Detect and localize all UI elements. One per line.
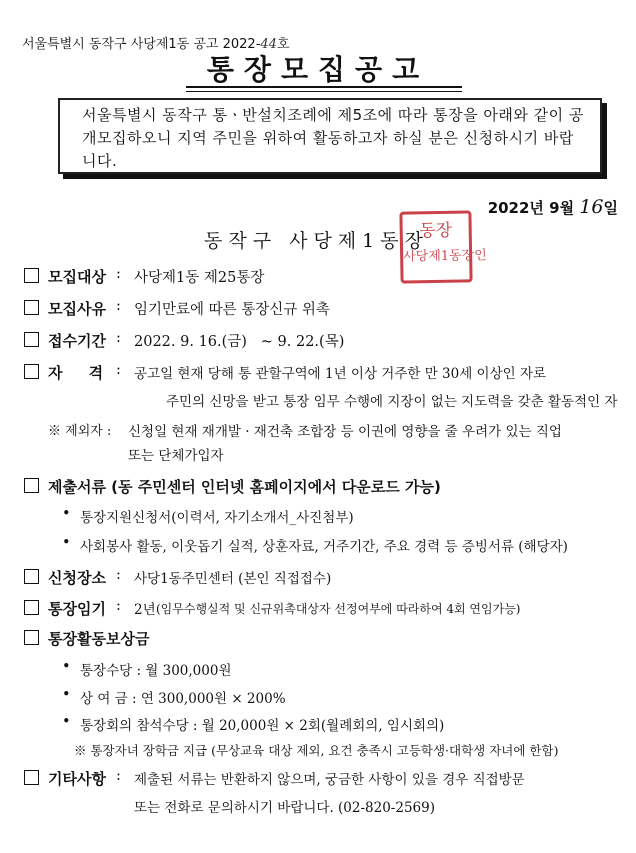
intro-box xyxy=(58,98,602,174)
qualification-sep: : xyxy=(116,362,121,378)
seal-text-bottom: 사당제1동장인 xyxy=(403,248,487,265)
notice-number-prefix: 서울특별시 동작구 사당제1동 공고 2022- xyxy=(22,37,261,52)
compensation-item-3: 통장회의 참석수당 : 월 20,000원 × 2회(월례회의, 임시회의) xyxy=(80,718,445,734)
misc-sep: : xyxy=(116,768,121,784)
issuer-name: 동작구 사당제1동장 xyxy=(204,230,429,252)
reason-value: 임기만료에 따른 통장신규 위촉 xyxy=(134,302,330,318)
date-prefix: 2022년 9월 xyxy=(487,199,580,217)
target-sep: : xyxy=(116,266,121,282)
checkbox-icon xyxy=(24,332,39,347)
compensation-item-2: 상 여 금 : 연 300,000원 × 200% xyxy=(80,691,286,707)
reason-label: 모집사유 xyxy=(48,300,106,318)
term-label: 통장임기 xyxy=(48,600,106,618)
title-underline xyxy=(186,86,462,88)
notice-date xyxy=(488,196,618,218)
qualification-line-1: 공고일 현재 당해 통 관할구역에 1년 이상 거주한 만 30세 이상인 자로 xyxy=(134,366,547,382)
checkbox-icon xyxy=(24,770,39,785)
date-day-handwritten: 16 xyxy=(579,196,604,218)
reason-sep: : xyxy=(116,298,121,314)
notice-number-handwritten: 44 xyxy=(260,37,277,52)
bullet-icon: • xyxy=(62,659,71,675)
bullet-icon: • xyxy=(62,506,71,522)
place-label: 신청장소 xyxy=(48,569,106,587)
target-value: 사당제1동 제25통장 xyxy=(134,270,265,286)
term-value: 2년 xyxy=(134,602,156,618)
page-title: 통장모집공고 xyxy=(206,53,430,86)
compensation-label: 통장활동보상금 xyxy=(48,630,150,648)
documents-item-2: 사회봉사 활동, 이웃돕기 실적, 상훈자료, 거주기간, 주요 경력 등 증빙서류 (해당자) xyxy=(80,539,568,555)
place-sep: : xyxy=(116,567,121,583)
checkbox-icon xyxy=(24,630,39,645)
bullet-icon: • xyxy=(62,687,71,703)
checkbox-icon xyxy=(24,268,39,283)
target-label: 모집대상 xyxy=(48,268,106,286)
title-underline-thin xyxy=(186,91,462,92)
documents-item-1: 통장지원신청서(이력서, 자기소개서_사진첨부) xyxy=(80,510,354,526)
seal-text-top: 동장 xyxy=(419,220,453,242)
compensation-item-1: 통장수당 : 월 300,000원 xyxy=(80,663,232,679)
documents-label: 제출서류 (동 주민센터 인터넷 홈페이지에서 다운로드 가능) xyxy=(48,478,441,496)
checkbox-icon xyxy=(24,569,39,584)
checkbox-icon xyxy=(24,600,39,615)
term-note: (임무수행실적 및 신규위촉대상자 선정여부에 따라하여 4회 연임가능) xyxy=(156,602,521,616)
qualification-line-2: 주민의 신망을 받고 통장 임무 수행에 지장이 없는 지도력을 갖춘 활동적인 자 xyxy=(166,394,618,410)
intro-text: 서울특별시 동작구 통ㆍ반설치조례에 제5조에 따라 통장을 아래와 같이 공개모집하오니 지역 주민을 위하여 활동하고자 하실 분은 신청하시기 바랍니다. xyxy=(82,106,584,170)
period-value: 2022. 9. 16.(금) ~ 9. 22.(목) xyxy=(134,334,345,350)
official-seal-stamp xyxy=(399,210,487,283)
scholarship-note: ※ 통장자녀 장학금 지급 (무상교육 대상 제외, 요건 충족시 고등학생·대학생 자녀에 한함) xyxy=(74,743,559,758)
misc-line-1: 제출된 서류는 반환하지 않으며, 궁금한 사항이 있을 경우 직접방문 xyxy=(134,772,525,788)
bullet-icon: • xyxy=(62,714,71,730)
period-label: 접수기간 xyxy=(48,332,106,350)
checkbox-icon xyxy=(24,364,39,379)
period-sep: : xyxy=(116,330,121,346)
notice-number-suffix: 호 xyxy=(276,37,290,52)
misc-label: 기타사항 xyxy=(48,770,106,788)
bullet-icon: • xyxy=(62,535,71,551)
misc-line-2: 또는 전화로 문의하시기 바랍니다. (02-820-2569) xyxy=(134,800,435,816)
term-sep: : xyxy=(116,598,121,614)
exclusion-mark: ※ 제외자 : xyxy=(48,424,112,439)
exclusion-line-2: 또는 단체가입자 xyxy=(128,448,224,464)
checkbox-icon xyxy=(24,300,39,315)
date-suffix: 일 xyxy=(603,199,618,217)
place-value: 사당1동주민센터 (본인 직접접수) xyxy=(134,571,332,587)
qualification-label: 자 격 xyxy=(48,364,104,382)
exclusion-line-1: 신청일 현재 재개발 · 재건축 조합장 등 이권에 영향을 줄 우려가 있는 직업 xyxy=(128,424,562,440)
checkbox-icon xyxy=(24,478,39,493)
